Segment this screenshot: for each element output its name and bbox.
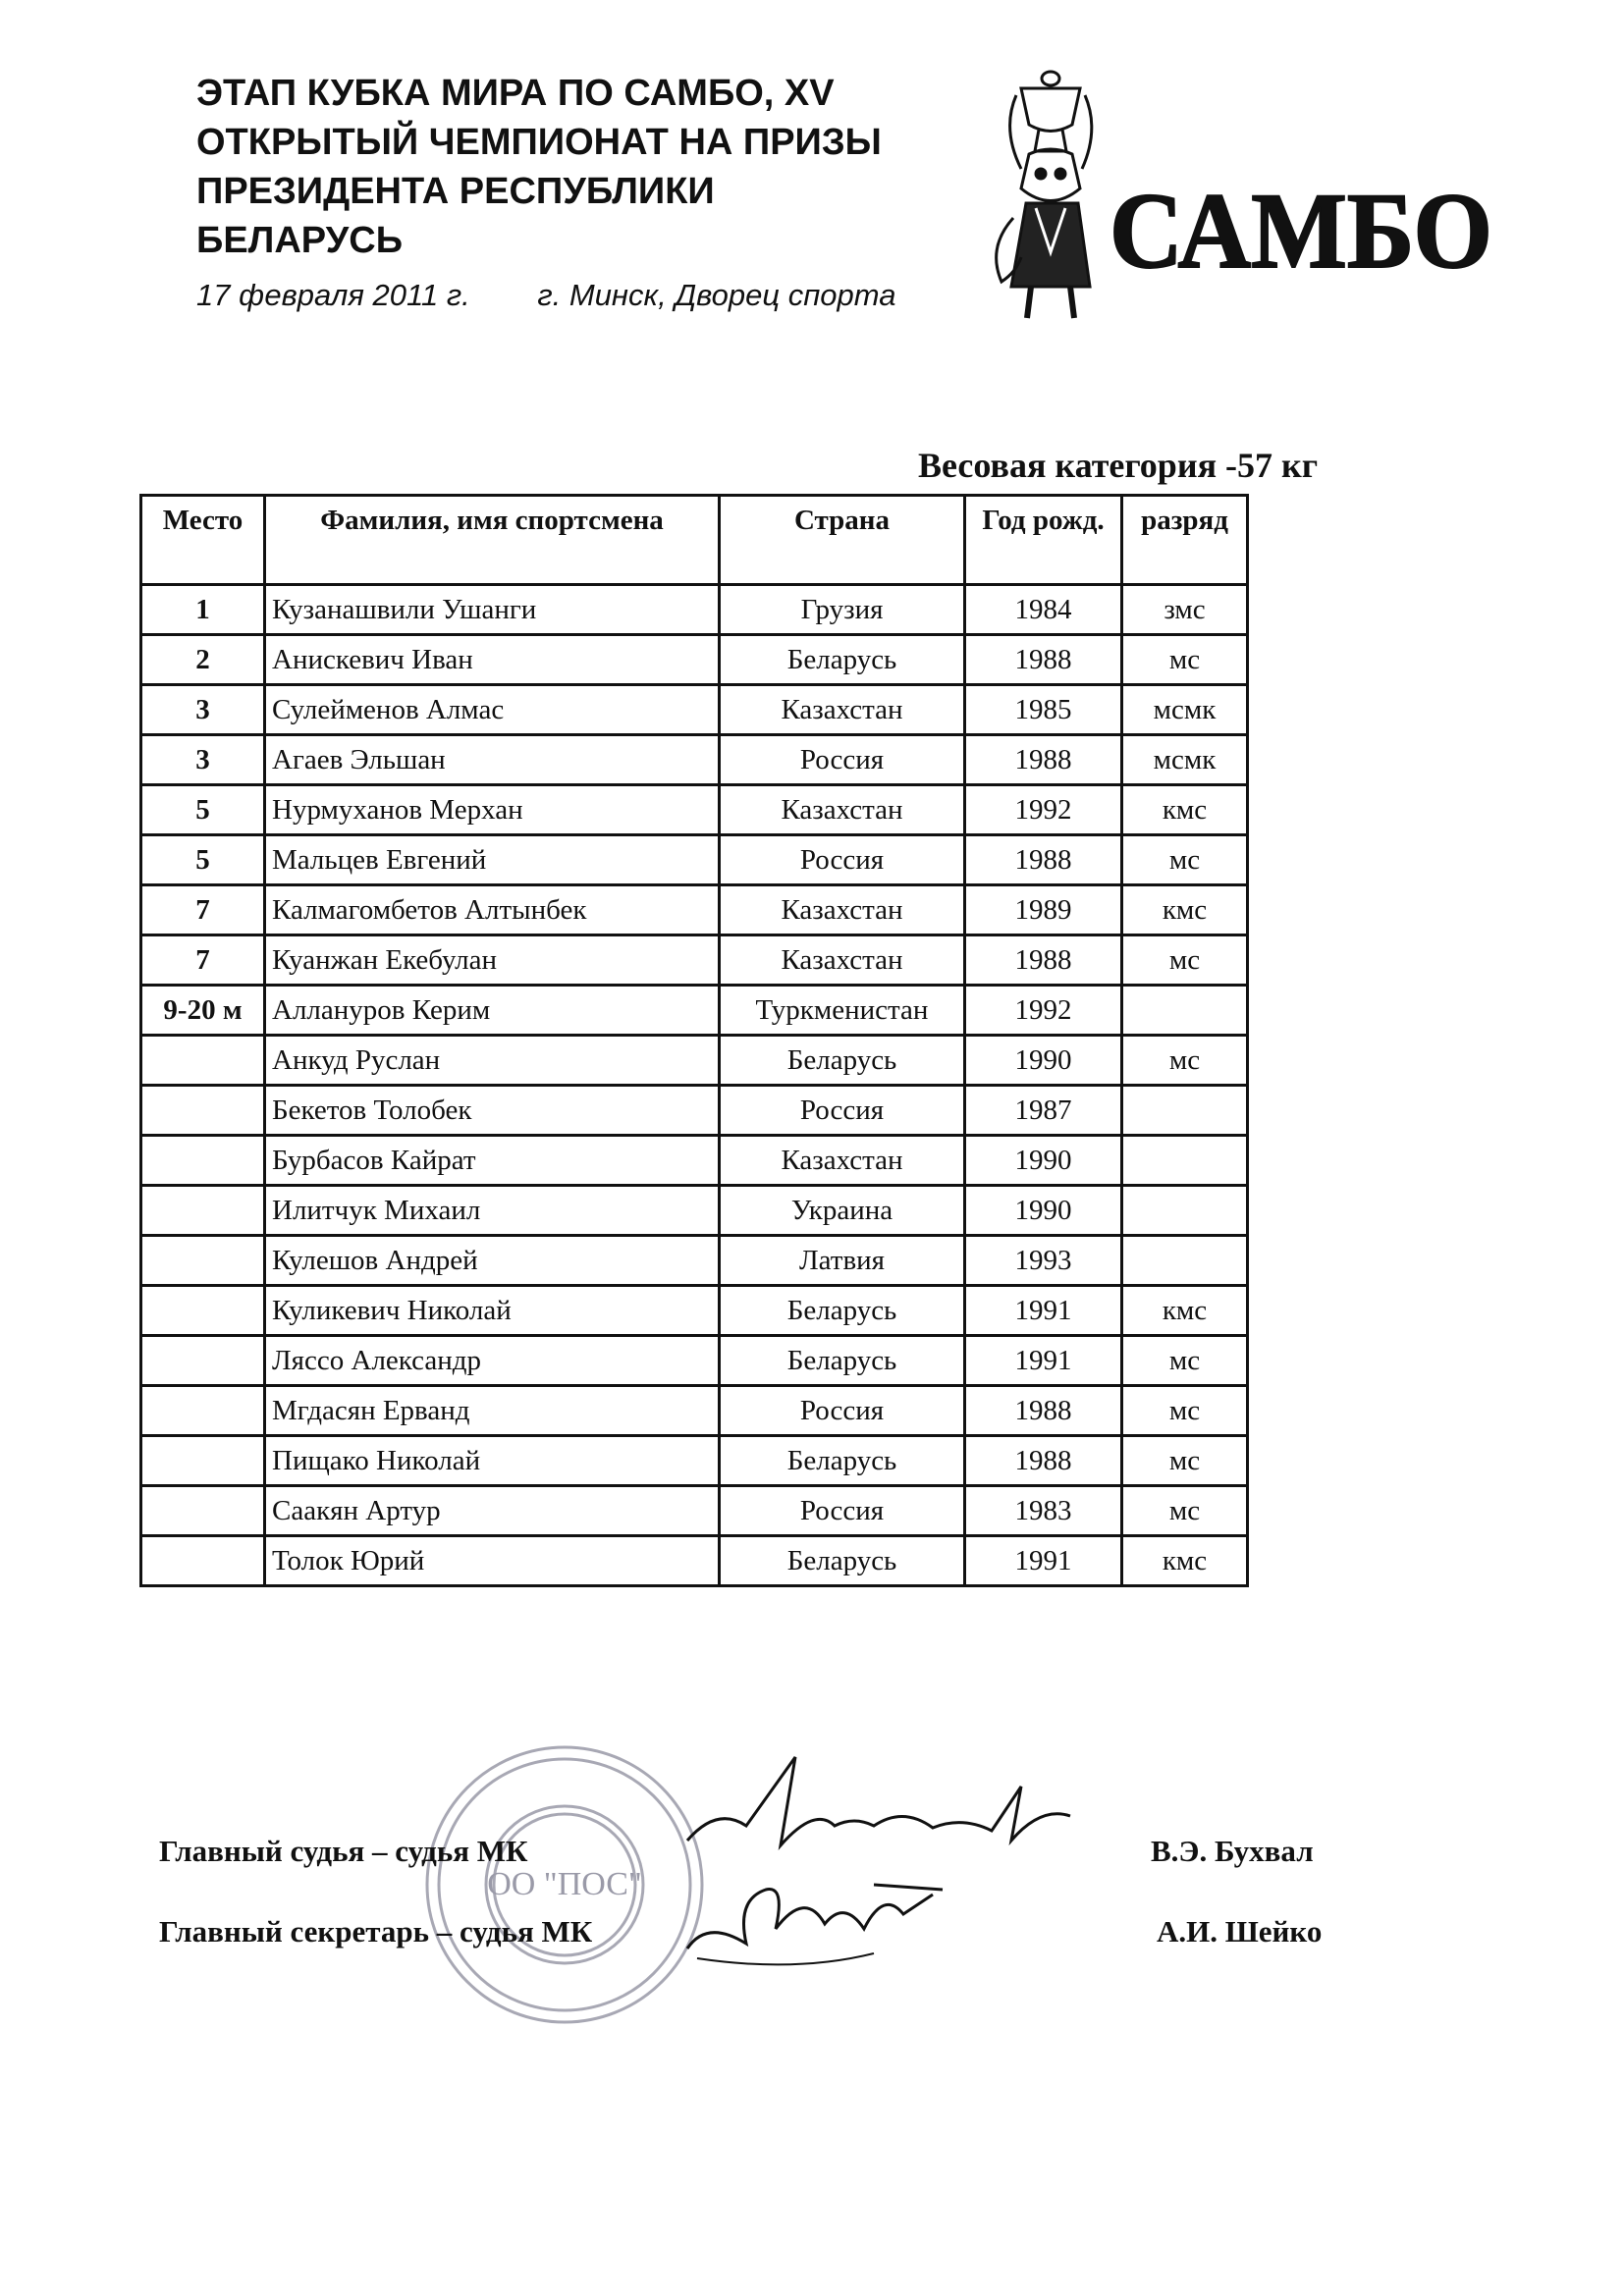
cell-rank: мс	[1122, 1486, 1248, 1536]
cell-place: 5	[141, 835, 265, 885]
cell-name: Илитчук Михаил	[265, 1186, 720, 1236]
cell-country: Казахстан	[720, 935, 965, 986]
cell-year: 1984	[965, 585, 1122, 635]
cell-name: Кузанашвили Ушанги	[265, 585, 720, 635]
cell-place: 7	[141, 885, 265, 935]
cell-place	[141, 1386, 265, 1436]
cell-place	[141, 1436, 265, 1486]
table-row	[141, 635, 1248, 685]
table-row	[141, 986, 1248, 1036]
cell-name: Бекетов Толобек	[265, 1086, 720, 1136]
cell-year: 1985	[965, 685, 1122, 735]
header-rank: разряд	[1122, 496, 1248, 585]
cell-place	[141, 1136, 265, 1186]
cell-name: Куликевич Николай	[265, 1286, 720, 1336]
cell-place	[141, 1286, 265, 1336]
table-row	[141, 1286, 1248, 1336]
cell-rank: кмс	[1122, 885, 1248, 935]
cell-rank: мс	[1122, 1436, 1248, 1486]
cell-name: Ляссо Александр	[265, 1336, 720, 1386]
cell-name: Мгдасян Ерванд	[265, 1386, 720, 1436]
cell-year: 1990	[965, 1186, 1122, 1236]
cell-name: Анискевич Иван	[265, 635, 720, 685]
cell-rank: мс	[1122, 1386, 1248, 1436]
cell-place	[141, 1036, 265, 1086]
title-line-4: БЕЛАРУСЬ	[196, 220, 404, 261]
chief-judge-signature	[677, 1747, 1090, 1865]
chief-secretary-name: А.И. Шейко	[1157, 1914, 1323, 1949]
header-country: Страна	[720, 496, 965, 585]
cell-year: 1988	[965, 835, 1122, 885]
cell-place: 3	[141, 735, 265, 785]
cell-country: Беларусь	[720, 1436, 965, 1486]
cell-year: 1987	[965, 1086, 1122, 1136]
cell-country: Россия	[720, 1086, 965, 1136]
cell-year: 1991	[965, 1286, 1122, 1336]
cell-country: Казахстан	[720, 1136, 965, 1186]
table-row	[141, 1486, 1248, 1536]
cell-place: 5	[141, 785, 265, 835]
cell-country: Россия	[720, 735, 965, 785]
cell-place: 2	[141, 635, 265, 685]
table-row	[141, 1036, 1248, 1086]
table-row	[141, 1536, 1248, 1586]
cell-rank: кмс	[1122, 1286, 1248, 1336]
cell-country: Туркменистан	[720, 986, 965, 1036]
cell-name: Нурмуханов Мерхан	[265, 785, 720, 835]
title-line-3: ПРЕЗИДЕНТА РЕСПУБЛИКИ	[196, 171, 715, 212]
cell-name: Аллануров Керим	[265, 986, 720, 1036]
cell-country: Беларусь	[720, 635, 965, 685]
cell-rank: мс	[1122, 635, 1248, 685]
cell-year: 1990	[965, 1036, 1122, 1086]
cell-rank: кмс	[1122, 785, 1248, 835]
cell-year: 1991	[965, 1336, 1122, 1386]
cell-place	[141, 1536, 265, 1586]
cell-country: Россия	[720, 1386, 965, 1436]
cell-country: Беларусь	[720, 1286, 965, 1336]
cell-name: Бурбасов Кайрат	[265, 1136, 720, 1186]
table-row	[141, 1436, 1248, 1486]
cell-rank	[1122, 986, 1248, 1036]
cell-country: Казахстан	[720, 685, 965, 735]
cell-rank	[1122, 1086, 1248, 1136]
header-year: Год рожд.	[965, 496, 1122, 585]
cell-name: Калмагомбетов Алтынбек	[265, 885, 720, 935]
cell-year: 1990	[965, 1136, 1122, 1186]
cell-name: Агаев Эльшан	[265, 735, 720, 785]
logo-text: САМБО	[1110, 171, 1492, 291]
weight-category-heading: Весовая категория -57 кг	[918, 446, 1319, 485]
table-row	[141, 1236, 1248, 1286]
cell-country: Беларусь	[720, 1536, 965, 1586]
cell-place	[141, 1236, 265, 1286]
title-line-1: ЭТАП КУБКА МИРА ПО САМБО, XV	[196, 73, 835, 114]
cell-rank: мсмк	[1122, 735, 1248, 785]
cell-name: Саакян Артур	[265, 1486, 720, 1536]
table-row	[141, 1086, 1248, 1136]
cell-year: 1989	[965, 885, 1122, 935]
chief-secretary-label: Главный секретарь – судья МК	[159, 1914, 593, 1949]
cell-country: Беларусь	[720, 1336, 965, 1386]
cell-rank: мсмк	[1122, 685, 1248, 735]
cell-name: Сулейменов Алмас	[265, 685, 720, 735]
cell-country: Казахстан	[720, 885, 965, 935]
results-table	[139, 494, 1249, 1587]
cell-name: Куанжан Екебулан	[265, 935, 720, 986]
chief-judge-name: В.Э. Бухвал	[1151, 1834, 1314, 1868]
cell-year: 1993	[965, 1236, 1122, 1286]
cell-country: Латвия	[720, 1236, 965, 1286]
event-place: г. Минск, Дворец спорта	[537, 278, 896, 312]
event-date-place	[196, 278, 896, 313]
cell-rank: змс	[1122, 585, 1248, 635]
cell-rank: мс	[1122, 935, 1248, 986]
cell-rank: мс	[1122, 1336, 1248, 1386]
cell-name: Анкуд Руслан	[265, 1036, 720, 1086]
cell-country: Россия	[720, 1486, 965, 1536]
table-header-row	[141, 496, 1248, 585]
cell-year: 1992	[965, 986, 1122, 1036]
cell-place: 7	[141, 935, 265, 986]
table-row	[141, 885, 1248, 935]
cell-place: 3	[141, 685, 265, 735]
cell-rank	[1122, 1136, 1248, 1186]
cell-year: 1988	[965, 735, 1122, 785]
cell-name: Мальцев Евгений	[265, 835, 720, 885]
cell-place	[141, 1186, 265, 1236]
cell-year: 1983	[965, 1486, 1122, 1536]
cell-year: 1988	[965, 635, 1122, 685]
table-row	[141, 685, 1248, 735]
cell-year: 1988	[965, 1436, 1122, 1486]
cell-name: Пищако Николай	[265, 1436, 720, 1486]
cell-place: 1	[141, 585, 265, 635]
cell-country: Россия	[720, 835, 965, 885]
table-row	[141, 585, 1248, 635]
cell-country: Грузия	[720, 585, 965, 635]
cell-name: Кулешов Андрей	[265, 1236, 720, 1286]
sambo-mascot-fox-icon	[997, 72, 1092, 318]
cell-name: Толок Юрий	[265, 1536, 720, 1586]
table-row	[141, 785, 1248, 835]
cell-place	[141, 1486, 265, 1536]
chief-judge-label: Главный судья – судья МК	[159, 1834, 528, 1868]
cell-year: 1992	[965, 785, 1122, 835]
cell-country: Беларусь	[720, 1036, 965, 1086]
cell-rank: мс	[1122, 1036, 1248, 1086]
cell-year: 1991	[965, 1536, 1122, 1586]
results-body	[141, 585, 1248, 1586]
header-name: Фамилия, имя спортсмена	[265, 496, 720, 585]
table-row	[141, 1186, 1248, 1236]
cell-rank	[1122, 1236, 1248, 1286]
cell-rank	[1122, 1186, 1248, 1236]
document-title	[196, 69, 982, 265]
sambo-logo	[992, 61, 1502, 326]
seal-center-text: ОО "ПОС"	[487, 1866, 642, 1902]
cell-place	[141, 1336, 265, 1386]
cell-year: 1988	[965, 1386, 1122, 1436]
header-place: Место	[141, 496, 265, 585]
cell-rank: мс	[1122, 835, 1248, 885]
cell-country: Украина	[720, 1186, 965, 1236]
cell-rank: кмс	[1122, 1536, 1248, 1586]
table-row	[141, 835, 1248, 885]
table-row	[141, 1336, 1248, 1386]
cell-country: Казахстан	[720, 785, 965, 835]
cell-year: 1988	[965, 935, 1122, 986]
cell-place: 9-20 м	[141, 986, 265, 1036]
official-seal-icon	[417, 1737, 712, 2032]
cell-place	[141, 1086, 265, 1136]
event-date: 17 февраля 2011 г.	[196, 278, 470, 312]
table-row	[141, 735, 1248, 785]
table-row	[141, 935, 1248, 986]
title-line-2: ОТКРЫТЫЙ ЧЕМПИОНАТ НА ПРИЗЫ	[196, 122, 882, 163]
table-row	[141, 1136, 1248, 1186]
chief-secretary-signature	[677, 1860, 962, 1978]
table-row	[141, 1386, 1248, 1436]
